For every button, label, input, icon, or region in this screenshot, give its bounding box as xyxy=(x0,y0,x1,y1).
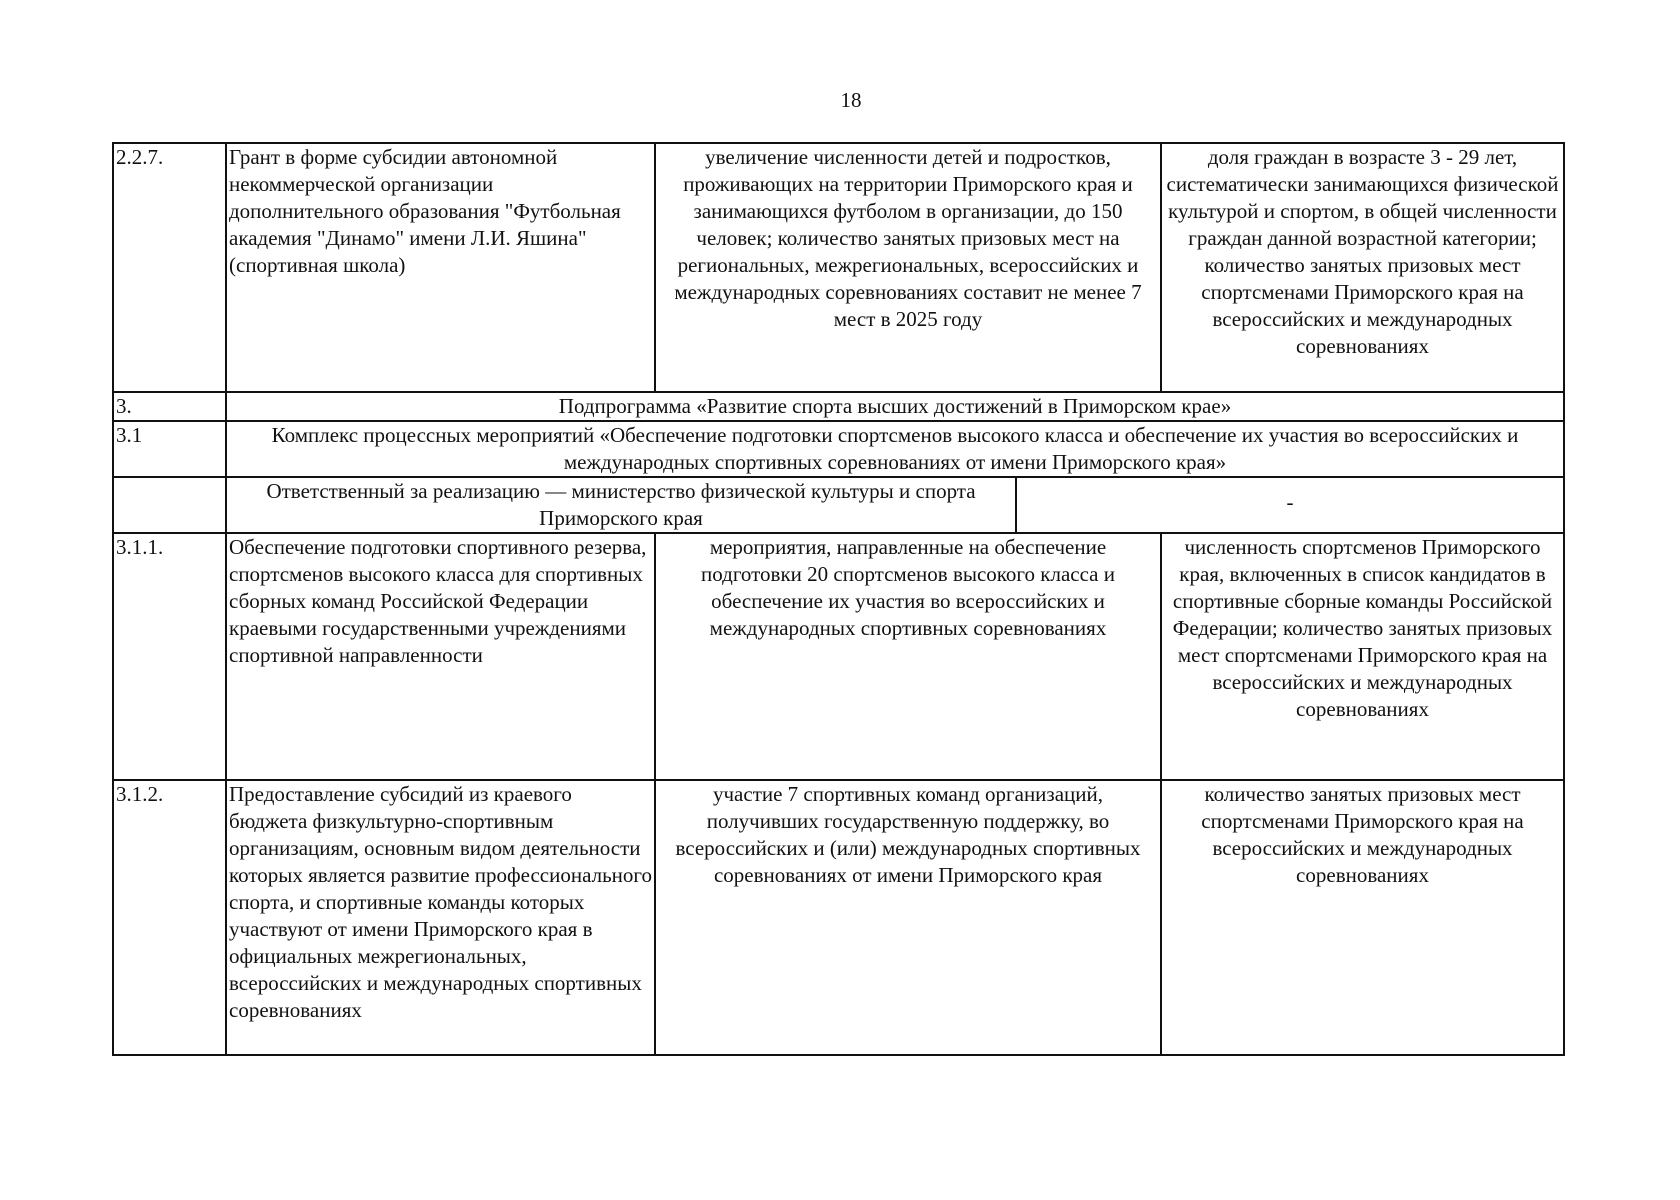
row-number: 3.1 xyxy=(113,421,226,477)
measure-name: Обеспечение подготовки спортивного резерва, спортсменов высокого класса для спортивных сборных команд Российской Федерации краевыми государственными учреждениями спортивной направленности xyxy=(226,533,655,780)
expected-result: участие 7 спортивных команд организаций, получивших государственную поддержку, во всероссийских и (или) международных спортивных соревнованиях от имени Приморского края xyxy=(655,780,1161,1055)
program-table xyxy=(112,142,1565,1056)
table-row xyxy=(113,477,1564,533)
empty-cell xyxy=(113,477,226,533)
page-number: 18 xyxy=(840,88,862,112)
responsible-label: Ответственный за реализацию — министерство физической культуры и спорта Приморского края xyxy=(227,478,1017,532)
table-row xyxy=(113,143,1564,392)
row-number: 3. xyxy=(113,392,226,421)
table-row xyxy=(113,392,1564,421)
row-number: 2.2.7. xyxy=(113,143,226,392)
row-number: 3.1.1. xyxy=(113,533,226,780)
indicator: численность спортсменов Приморского края, включенных в список кандидатов в спортивные сборные команды Российской Федерации; количество занятых призовых мест спортсменами Приморского края на всероссийских и международных соревнованиях xyxy=(1161,533,1564,780)
measure-name: Грант в форме субсидии автономной некоммерческой организации дополнительного образования "Футбольная академия "Динамо" имени Л.И. Яшина"(спортивная школа) xyxy=(226,143,655,392)
responsible-cell xyxy=(226,477,1564,533)
expected-result: увеличение численности детей и подростков, проживающих на территории Приморского края и занимающихся футболом в организации, до 150 человек; количество занятых призовых мест на региональных, межрегиональных, всероссийских и международных соревнованиях составит не менее 7 мест в 2025 году xyxy=(655,143,1161,392)
row-number: 3.1.2. xyxy=(113,780,226,1055)
indicator: количество занятых призовых мест спортсменами Приморского края на всероссийских и международных соревнованиях xyxy=(1161,780,1564,1055)
subprogram-title: Подпрограмма «Развитие спорта высших достижений в Приморском крае» xyxy=(226,392,1564,421)
table-row xyxy=(113,421,1564,477)
indicator: доля граждан в возрасте 3 - 29 лет, систематически занимающихся физической культурой и спортом, в общей численности граждан данной возрастной категории; количество занятых призовых мест спортсменами Приморского края на всероссийских и международных соревнованиях xyxy=(1161,143,1564,392)
table-row xyxy=(113,780,1564,1055)
responsible-value: - xyxy=(1286,490,1294,514)
measure-name: Предоставление субсидий из краевого бюджета физкультурно-спортивным организациям, основным видом деятельности которых является развитие профессионального спорта, и спортивные команды которых участвуют от имени Приморского края в официальных межрегиональных, всероссийских и международных спортивных соревнованиях xyxy=(226,780,655,1055)
complex-title: Комплекс процессных мероприятий «Обеспечение подготовки спортсменов высокого класса и обеспечение их участия во всероссийских и международных спортивных соревнованиях от имени Приморского края» xyxy=(226,421,1564,477)
expected-result: мероприятия, направленные на обеспечение подготовки 20 спортсменов высокого класса и обеспечение их участия во всероссийских и международных спортивных соревнованиях xyxy=(655,533,1161,780)
table-row xyxy=(113,533,1564,780)
